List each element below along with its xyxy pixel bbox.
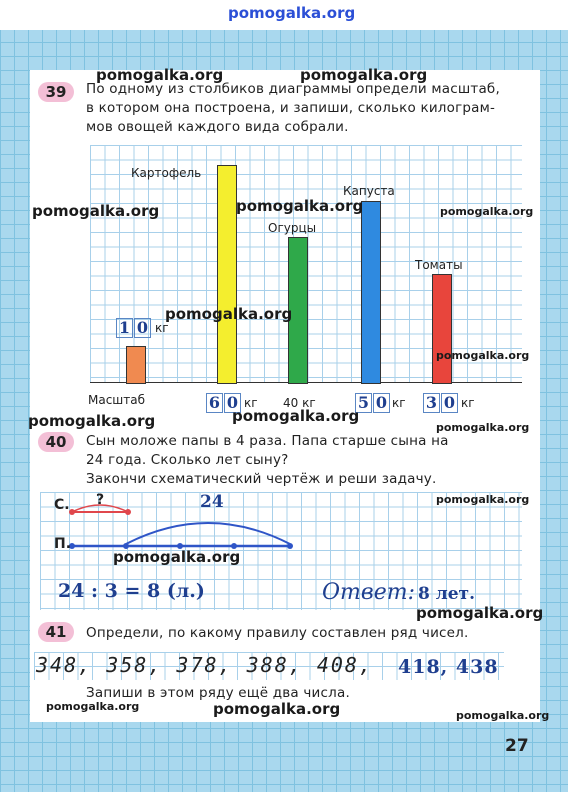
unit-tomatoes: кг <box>461 396 475 410</box>
watermark: pomogalka.org <box>96 66 224 84</box>
task-40-line-3: Закончи схематический чертёж и реши задачу. <box>86 471 437 487</box>
label-potato: Картофель <box>131 166 202 180</box>
unit-cabbage: кг <box>392 396 406 410</box>
watermark: pomogalka.org <box>436 421 530 434</box>
task-40-line-1: Сын моложе папы в 4 раза. Папа старше сына на <box>86 433 449 449</box>
watermark: pomogalka.org <box>32 202 160 220</box>
answer-cabbage-digit-1: 5 <box>355 393 372 413</box>
label-tomatoes: Томаты <box>415 258 463 272</box>
label-cabbage: Капуста <box>343 184 395 198</box>
added-numbers[interactable]: 418, 438 <box>398 656 499 678</box>
watermark: pomogalka.org <box>440 205 534 218</box>
son-question: ? <box>96 492 105 508</box>
solution: 24 : 3 = 8 (л.) <box>58 580 205 602</box>
task-41-note: Запиши в этом ряду ещё два числа. <box>86 685 350 701</box>
watermark: pomogalka.org <box>416 604 544 622</box>
watermark: pomogalka.org <box>165 305 293 323</box>
watermark: pomogalka.org <box>46 700 140 713</box>
task-39-line-3: мов овощей каждого вида собрали. <box>86 119 349 135</box>
watermark: pomogalka.org <box>300 66 428 84</box>
bar-scale <box>126 346 146 384</box>
answer-tomatoes-box[interactable] <box>423 393 459 413</box>
unit-cucumbers: кг <box>302 396 316 410</box>
answer-word: Ответ: <box>322 580 415 605</box>
task-40-text <box>86 432 449 489</box>
answer-cabbage-digit-2: 0 <box>373 393 390 413</box>
watermark: pomogalka.org <box>232 407 360 425</box>
unit-potato: кг <box>244 396 258 410</box>
task-41-text: Определи, по какому правилу составлен ряд чисел. <box>86 625 469 641</box>
scale-digit-2: 0 <box>134 318 151 338</box>
task-39-line-1: По одному из столбиков диаграммы определи масштаб, <box>86 81 500 97</box>
watermark-top: pomogalka.org <box>228 4 356 22</box>
answer-potato-digit-1: 6 <box>206 393 223 413</box>
watermark: pomogalka.org <box>28 412 156 430</box>
watermark: pomogalka.org <box>213 700 341 718</box>
bar-potato <box>217 165 237 384</box>
answer-cabbage-box[interactable] <box>355 393 391 413</box>
answer-cucumbers-value: 40 <box>283 396 299 410</box>
watermark: pomogalka.org <box>113 548 241 566</box>
scale-unit: кг <box>155 321 169 335</box>
answer-tomatoes-digit-2: 0 <box>441 393 458 413</box>
task-41-number: 41 <box>38 622 74 642</box>
task-39-text <box>86 80 500 137</box>
task-40-line-2: 24 года. Сколько лет сыну? <box>86 452 289 468</box>
son-label: С. <box>54 497 70 513</box>
scale-label: Масштаб <box>88 393 146 407</box>
number-sequence: 348, 358, 378, 388, 408, <box>36 653 373 677</box>
bar-tomatoes <box>432 274 452 385</box>
difference-value: 24 <box>200 492 224 512</box>
bar-cabbage <box>361 201 381 384</box>
task-39-line-2: в котором она построена, и запиши, сколько килограм- <box>86 100 496 116</box>
task-39-number: 39 <box>38 82 74 102</box>
watermark: pomogalka.org <box>436 349 530 362</box>
task-40-number: 40 <box>38 432 74 452</box>
label-cucumbers: Огурцы <box>268 221 317 235</box>
answer-potato-digit-2: 0 <box>224 393 241 413</box>
watermark: pomogalka.org <box>236 197 364 215</box>
page-number: 27 <box>505 736 529 756</box>
dad-label: П. <box>54 536 72 552</box>
watermark: pomogalka.org <box>456 709 550 722</box>
scale-value-box <box>116 318 152 338</box>
difference-arc <box>126 523 290 544</box>
answer-value[interactable]: 8 лет. <box>418 584 476 604</box>
answer-tomatoes-digit-1: 3 <box>423 393 440 413</box>
watermark: pomogalka.org <box>436 493 530 506</box>
scale-digit-1: 1 <box>116 318 133 338</box>
